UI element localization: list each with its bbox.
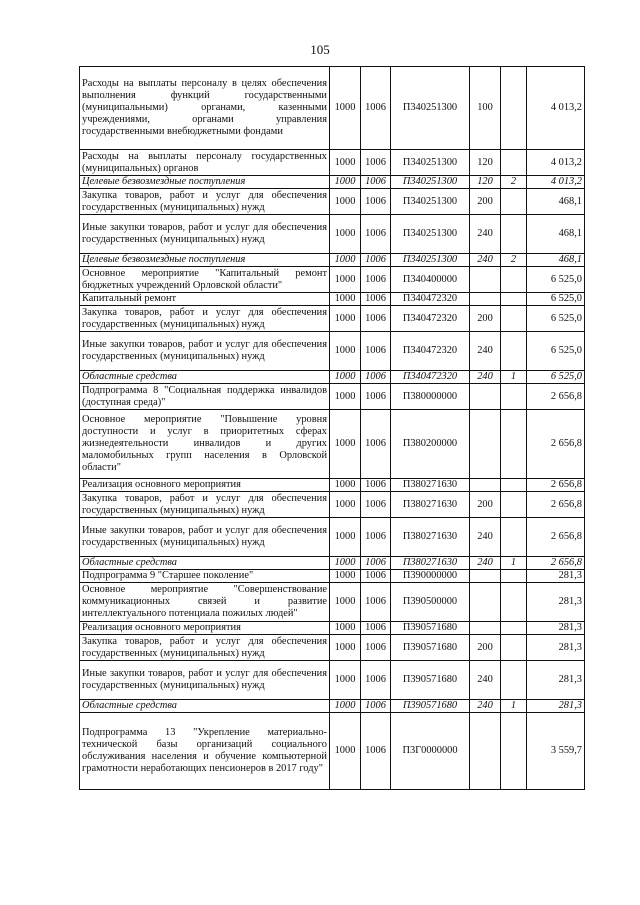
- expense-type-cell: 100: [470, 67, 501, 150]
- expense-type-cell: [470, 267, 501, 293]
- target-article-cell: П340472320: [391, 306, 470, 332]
- amount-cell: 3 559,7: [527, 713, 585, 790]
- amount-cell: 281,3: [527, 570, 585, 583]
- row-name-cell: Закупка товаров, работ и услуг для обеспечения государственных (муниципальных) нужд: [80, 189, 330, 215]
- row-name-cell: Реализация основного мероприятия: [80, 622, 330, 635]
- funding-source-cell: [501, 267, 527, 293]
- table-row: [80, 713, 585, 790]
- funding-source-cell: [501, 150, 527, 176]
- target-article-cell: П380000000: [391, 384, 470, 410]
- table-row: [80, 518, 585, 557]
- row-name-cell: Расходы на выплаты персоналу государственных (муниципальных) органов: [80, 150, 330, 176]
- table-row: [80, 332, 585, 371]
- target-article-cell: П340251300: [391, 215, 470, 254]
- table-row: [80, 410, 585, 479]
- row-name-cell: Целевые безвозмездные поступления: [80, 254, 330, 267]
- row-name-cell: Целевые безвозмездные поступления: [80, 176, 330, 189]
- target-article-cell: П390571680: [391, 622, 470, 635]
- funding-source-cell: 2: [501, 176, 527, 189]
- expense-type-cell: [470, 384, 501, 410]
- funding-source-cell: [501, 384, 527, 410]
- amount-cell: 4 013,2: [527, 67, 585, 150]
- target-article-cell: П380271630: [391, 557, 470, 570]
- row-name-cell: Капитальный ремонт: [80, 293, 330, 306]
- section-code-cell: 1006: [361, 176, 391, 189]
- target-article-cell: П390571680: [391, 700, 470, 713]
- grbs-code-cell: 1000: [330, 176, 361, 189]
- target-article-cell: П380271630: [391, 492, 470, 518]
- amount-cell: 2 656,8: [527, 492, 585, 518]
- target-article-cell: П3Г0000000: [391, 713, 470, 790]
- amount-cell: 2 656,8: [527, 479, 585, 492]
- expense-type-cell: [470, 410, 501, 479]
- section-code-cell: 1006: [361, 622, 391, 635]
- target-article-cell: П340400000: [391, 267, 470, 293]
- row-name-cell: Иные закупки товаров, работ и услуг для обеспечения государственных (муниципальных) нужд: [80, 518, 330, 557]
- section-code-cell: 1006: [361, 700, 391, 713]
- section-code-cell: 1006: [361, 189, 391, 215]
- target-article-cell: П340472320: [391, 371, 470, 384]
- row-name-cell: Подпрограмма 9 "Старшее поколение": [80, 570, 330, 583]
- table-row: [80, 176, 585, 189]
- row-name-cell: Областные средства: [80, 557, 330, 570]
- expense-type-cell: [470, 293, 501, 306]
- grbs-code-cell: 1000: [330, 635, 361, 661]
- budget-table: [79, 66, 585, 790]
- row-name-cell: Областные средства: [80, 371, 330, 384]
- amount-cell: 281,3: [527, 700, 585, 713]
- row-name-cell: Расходы на выплаты персоналу в целях обеспечения выполнения функций государственными (муниципальными) органами, казенными учреждениями, органами управления государственными внебюджетными фондами: [80, 67, 330, 150]
- table-row: [80, 215, 585, 254]
- target-article-cell: П380200000: [391, 410, 470, 479]
- section-code-cell: 1006: [361, 583, 391, 622]
- grbs-code-cell: 1000: [330, 267, 361, 293]
- amount-cell: 281,3: [527, 622, 585, 635]
- section-code-cell: 1006: [361, 410, 391, 479]
- expense-type-cell: 240: [470, 332, 501, 371]
- grbs-code-cell: 1000: [330, 189, 361, 215]
- target-article-cell: П390000000: [391, 570, 470, 583]
- expense-type-cell: 200: [470, 635, 501, 661]
- section-code-cell: 1006: [361, 254, 391, 267]
- grbs-code-cell: 1000: [330, 306, 361, 332]
- funding-source-cell: [501, 189, 527, 215]
- table-row: [80, 570, 585, 583]
- row-name-cell: Основное мероприятие "Совершенствование коммуникационных связей и развитие интеллектуального потенциала пожилых людей": [80, 583, 330, 622]
- section-code-cell: 1006: [361, 67, 391, 150]
- funding-source-cell: 1: [501, 557, 527, 570]
- funding-source-cell: [501, 518, 527, 557]
- section-code-cell: 1006: [361, 518, 391, 557]
- target-article-cell: П340251300: [391, 254, 470, 267]
- row-name-cell: Реализация основного мероприятия: [80, 479, 330, 492]
- section-code-cell: 1006: [361, 215, 391, 254]
- amount-cell: 2 656,8: [527, 410, 585, 479]
- section-code-cell: 1006: [361, 635, 391, 661]
- amount-cell: 281,3: [527, 661, 585, 700]
- grbs-code-cell: 1000: [330, 371, 361, 384]
- row-name-cell: Основное мероприятие "Капитальный ремонт бюджетных учреждений Орловской области": [80, 267, 330, 293]
- expense-type-cell: 240: [470, 661, 501, 700]
- section-code-cell: 1006: [361, 570, 391, 583]
- amount-cell: 281,3: [527, 635, 585, 661]
- table-row: [80, 150, 585, 176]
- grbs-code-cell: 1000: [330, 150, 361, 176]
- funding-source-cell: [501, 410, 527, 479]
- expense-type-cell: 240: [470, 371, 501, 384]
- table-row: [80, 189, 585, 215]
- grbs-code-cell: 1000: [330, 410, 361, 479]
- funding-source-cell: [501, 583, 527, 622]
- target-article-cell: П340251300: [391, 150, 470, 176]
- section-code-cell: 1006: [361, 557, 391, 570]
- funding-source-cell: [501, 306, 527, 332]
- row-name-cell: Иные закупки товаров, работ и услуг для обеспечения государственных (муниципальных) нужд: [80, 661, 330, 700]
- amount-cell: 2 656,8: [527, 518, 585, 557]
- amount-cell: 6 525,0: [527, 293, 585, 306]
- row-name-cell: Областные средства: [80, 700, 330, 713]
- grbs-code-cell: 1000: [330, 67, 361, 150]
- expense-type-cell: 200: [470, 306, 501, 332]
- target-article-cell: П340251300: [391, 67, 470, 150]
- target-article-cell: П380271630: [391, 518, 470, 557]
- funding-source-cell: 1: [501, 700, 527, 713]
- target-article-cell: П340251300: [391, 189, 470, 215]
- table-row: [80, 583, 585, 622]
- funding-source-cell: 2: [501, 254, 527, 267]
- section-code-cell: 1006: [361, 492, 391, 518]
- amount-cell: 6 525,0: [527, 332, 585, 371]
- amount-cell: 4 013,2: [527, 176, 585, 189]
- section-code-cell: 1006: [361, 384, 391, 410]
- table-row: [80, 371, 585, 384]
- table-row: [80, 622, 585, 635]
- target-article-cell: П390571680: [391, 661, 470, 700]
- expense-type-cell: 240: [470, 254, 501, 267]
- amount-cell: 6 525,0: [527, 306, 585, 332]
- section-code-cell: 1006: [361, 267, 391, 293]
- grbs-code-cell: 1000: [330, 661, 361, 700]
- table-row: [80, 479, 585, 492]
- grbs-code-cell: 1000: [330, 332, 361, 371]
- row-name-cell: Иные закупки товаров, работ и услуг для обеспечения государственных (муниципальных) нужд: [80, 215, 330, 254]
- amount-cell: 4 013,2: [527, 150, 585, 176]
- row-name-cell: Подпрограмма 8 "Социальная поддержка инвалидов (доступная среда)": [80, 384, 330, 410]
- grbs-code-cell: 1000: [330, 700, 361, 713]
- table-row: [80, 635, 585, 661]
- row-name-cell: Закупка товаров, работ и услуг для обеспечения государственных (муниципальных) нужд: [80, 492, 330, 518]
- expense-type-cell: [470, 583, 501, 622]
- table-row: [80, 306, 585, 332]
- amount-cell: 2 656,8: [527, 384, 585, 410]
- grbs-code-cell: 1000: [330, 384, 361, 410]
- expense-type-cell: 240: [470, 215, 501, 254]
- amount-cell: 6 525,0: [527, 267, 585, 293]
- target-article-cell: П340472320: [391, 332, 470, 371]
- row-name-cell: Закупка товаров, работ и услуг для обеспечения государственных (муниципальных) нужд: [80, 635, 330, 661]
- funding-source-cell: [501, 293, 527, 306]
- row-name-cell: Иные закупки товаров, работ и услуг для обеспечения государственных (муниципальных) нужд: [80, 332, 330, 371]
- section-code-cell: 1006: [361, 661, 391, 700]
- funding-source-cell: [501, 215, 527, 254]
- table-row: [80, 254, 585, 267]
- grbs-code-cell: 1000: [330, 215, 361, 254]
- table-row: [80, 267, 585, 293]
- target-article-cell: П340472320: [391, 293, 470, 306]
- funding-source-cell: [501, 661, 527, 700]
- funding-source-cell: [501, 67, 527, 150]
- amount-cell: 2 656,8: [527, 557, 585, 570]
- expense-type-cell: 120: [470, 150, 501, 176]
- row-name-cell: Основное мероприятие "Повышение уровня доступности и услуг в приоритетных сферах жизнедеятельности инвалидов и других маломобильных групп населения в Орловской области": [80, 410, 330, 479]
- funding-source-cell: [501, 479, 527, 492]
- grbs-code-cell: 1000: [330, 293, 361, 306]
- section-code-cell: 1006: [361, 332, 391, 371]
- section-code-cell: 1006: [361, 713, 391, 790]
- grbs-code-cell: 1000: [330, 622, 361, 635]
- section-code-cell: 1006: [361, 293, 391, 306]
- grbs-code-cell: 1000: [330, 713, 361, 790]
- amount-cell: 281,3: [527, 583, 585, 622]
- expense-type-cell: 240: [470, 557, 501, 570]
- funding-source-cell: [501, 570, 527, 583]
- amount-cell: 468,1: [527, 215, 585, 254]
- table-row: [80, 661, 585, 700]
- section-code-cell: 1006: [361, 150, 391, 176]
- funding-source-cell: [501, 622, 527, 635]
- target-article-cell: П390500000: [391, 583, 470, 622]
- grbs-code-cell: 1000: [330, 570, 361, 583]
- funding-source-cell: [501, 713, 527, 790]
- expense-type-cell: 200: [470, 492, 501, 518]
- amount-cell: 468,1: [527, 254, 585, 267]
- table-row: [80, 557, 585, 570]
- expense-type-cell: 200: [470, 189, 501, 215]
- expense-type-cell: 120: [470, 176, 501, 189]
- budget-table-body: [80, 67, 585, 790]
- row-name-cell: Подпрограмма 13 "Укрепление материально-технической базы организаций социального обслуживания населения и обучение компьютерной грамотности неработающих пенсионеров в 2017 году": [80, 713, 330, 790]
- expense-type-cell: [470, 622, 501, 635]
- expense-type-cell: [470, 570, 501, 583]
- grbs-code-cell: 1000: [330, 583, 361, 622]
- row-name-cell: Закупка товаров, работ и услуг для обеспечения государственных (муниципальных) нужд: [80, 306, 330, 332]
- grbs-code-cell: 1000: [330, 254, 361, 267]
- table-row: [80, 67, 585, 150]
- funding-source-cell: 1: [501, 371, 527, 384]
- target-article-cell: П340251300: [391, 176, 470, 189]
- amount-cell: 468,1: [527, 189, 585, 215]
- grbs-code-cell: 1000: [330, 479, 361, 492]
- table-row: [80, 492, 585, 518]
- funding-source-cell: [501, 492, 527, 518]
- funding-source-cell: [501, 635, 527, 661]
- section-code-cell: 1006: [361, 306, 391, 332]
- section-code-cell: 1006: [361, 371, 391, 384]
- section-code-cell: 1006: [361, 479, 391, 492]
- expense-type-cell: 240: [470, 700, 501, 713]
- target-article-cell: П390571680: [391, 635, 470, 661]
- table-row: [80, 293, 585, 306]
- expense-type-cell: [470, 713, 501, 790]
- expense-type-cell: 240: [470, 518, 501, 557]
- grbs-code-cell: 1000: [330, 518, 361, 557]
- page-number: 105: [310, 42, 330, 57]
- expense-type-cell: [470, 479, 501, 492]
- grbs-code-cell: 1000: [330, 557, 361, 570]
- table-row: [80, 700, 585, 713]
- table-row: [80, 384, 585, 410]
- target-article-cell: П380271630: [391, 479, 470, 492]
- amount-cell: 6 525,0: [527, 371, 585, 384]
- funding-source-cell: [501, 332, 527, 371]
- grbs-code-cell: 1000: [330, 492, 361, 518]
